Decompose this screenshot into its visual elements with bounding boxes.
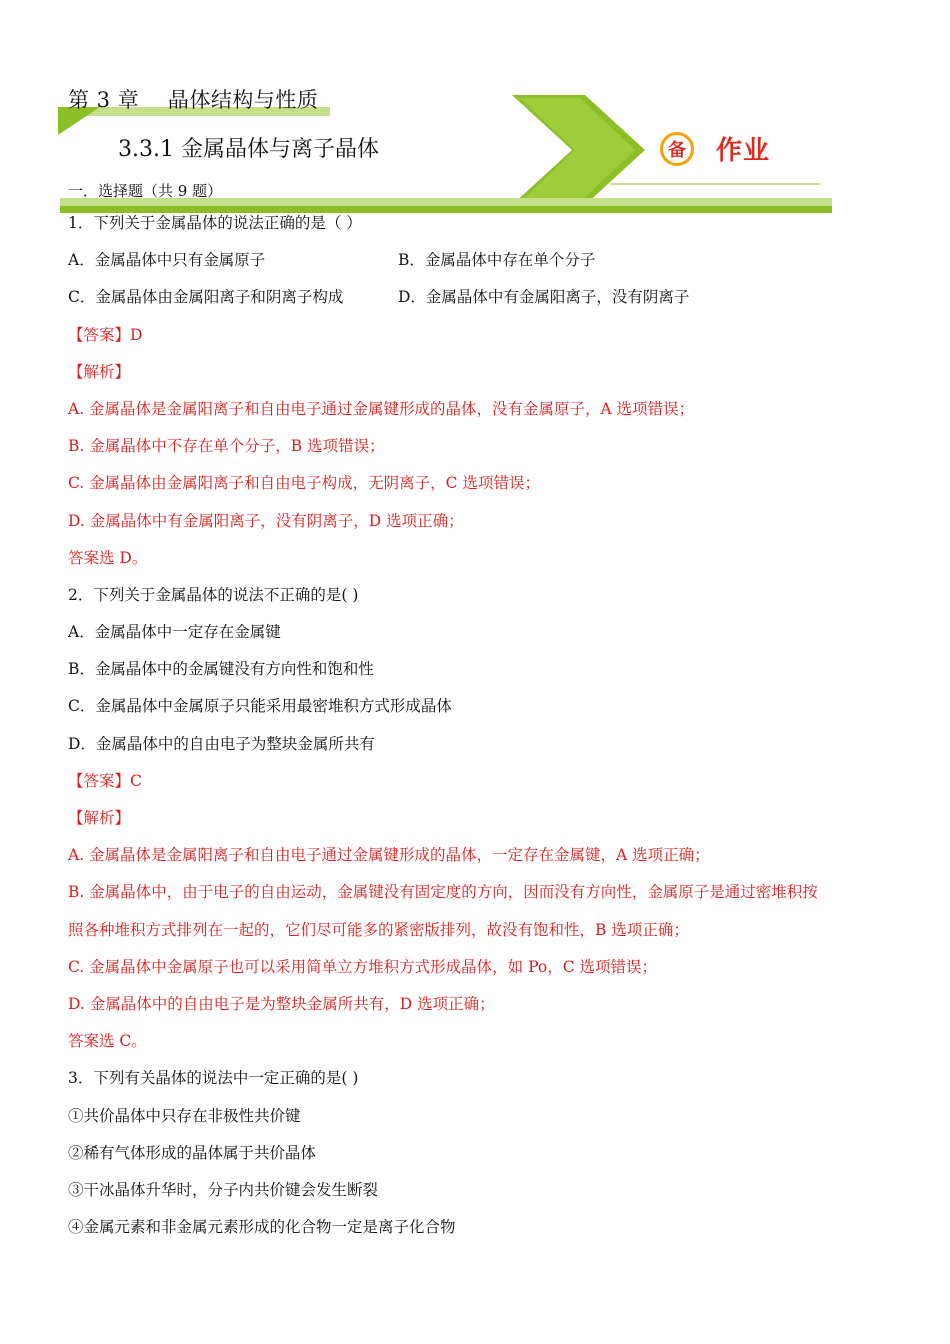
q3-item: ①共价晶体中只存在非极性共价键 (68, 1106, 301, 1125)
q2-stem: 2．下列关于金属晶体的说法不正确的是( ) (68, 585, 359, 604)
q2-analysis-line: B. 金属晶体中，由于电子的自由运动，金属键没有固定度的方向，因而没有方向性，金属原子是通过密堆积按 (68, 883, 818, 902)
homework-badge-icon: 备 (660, 132, 694, 166)
q1-analysis-line: A. 金属晶体是金属阳离子和自由电子通过金属键形成的晶体，没有金属原子，A 选项错误； (68, 399, 695, 418)
q1-answer (68, 325, 898, 362)
q2-analysis-line: A. 金属晶体是金属阳离子和自由电子通过金属键形成的晶体，一定存在金属键，A 选项正确； (68, 846, 710, 865)
q2-answer (68, 771, 898, 808)
q2-analysis-line: 照各种堆积方式排列在一起的，它们尽可能多的紧密版排列，故没有饱和性，B 选项正确； (68, 920, 689, 939)
question-section-label: 一．选择题（共 9 题） (68, 182, 223, 200)
q1-options-row-1 (68, 250, 898, 287)
document-body (68, 213, 898, 1254)
section-title: 3.3.1 金属晶体与离子晶体 (118, 137, 379, 162)
header-banner (0, 0, 950, 220)
q1-option-a: A．金属晶体中只有金属原子 (68, 251, 266, 270)
q1-analysis-line: D. 金属晶体中有金属阳离子，没有阴离子，D 选项正确； (68, 511, 464, 530)
chapter-title: 第 3 章 晶体结构与性质 (68, 88, 319, 112)
q2-analysis-label: 【解析】 (68, 809, 131, 827)
q2-option-b: B．金属晶体中的金属键没有方向性和饱和性 (68, 660, 374, 679)
homework-badge-label: 作业 (716, 136, 771, 166)
q1-option-b: B．金属晶体中存在单个分子 (398, 251, 596, 270)
answer-label: 【答案】 (68, 325, 131, 344)
q2-conclusion: 答案选 C。 (68, 1032, 147, 1051)
q1-stem: 1．下列关于金属晶体的说法正确的是（ ） (68, 214, 362, 232)
answer-label: 【答案】 (68, 771, 131, 790)
q1-option-c: C．金属晶体由金属阳离子和阴离子构成 (68, 288, 344, 307)
q1-option-d: D．金属晶体中有金属阳离子，没有阴离子 (398, 288, 690, 307)
q2-option-c: C．金属晶体中金属原子只能采用最密堆积方式形成晶体 (68, 697, 452, 716)
q3-stem: 3．下列有关晶体的说法中一定正确的是( ) (68, 1069, 359, 1088)
answer-value: D (130, 325, 143, 344)
q1-conclusion: 答案选 D。 (68, 548, 148, 567)
answer-value: C (130, 771, 142, 790)
q2-option-a: A．金属晶体中一定存在金属键 (68, 623, 281, 642)
q3-item: ②稀有气体形成的晶体属于共价晶体 (68, 1143, 317, 1162)
q3-item: ③干冰晶体升华时，分子内共价键会发生断裂 (68, 1180, 379, 1199)
q1-analysis-line: B. 金属晶体中不存在单个分子，B 选项错误； (68, 437, 385, 456)
q2-analysis-line: C. 金属晶体中金属原子也可以采用简单立方堆积方式形成晶体，如 Po，C 选项错误； (68, 957, 658, 976)
q2-option-d: D．金属晶体中的自由电子为整块金属所共有 (68, 734, 375, 753)
q3-item: ④金属元素和非金属元素形成的化合物一定是离子化合物 (68, 1218, 456, 1237)
q2-analysis-line: D. 金属晶体中的自由电子是为整块金属所共有，D 选项正确； (68, 994, 495, 1013)
q1-analysis-line: C. 金属晶体由金属阳离子和自由电子构成，无阴离子，C 选项错误； (68, 474, 540, 493)
q1-options-row-2 (68, 287, 898, 324)
q1-analysis-label: 【解析】 (68, 362, 131, 381)
